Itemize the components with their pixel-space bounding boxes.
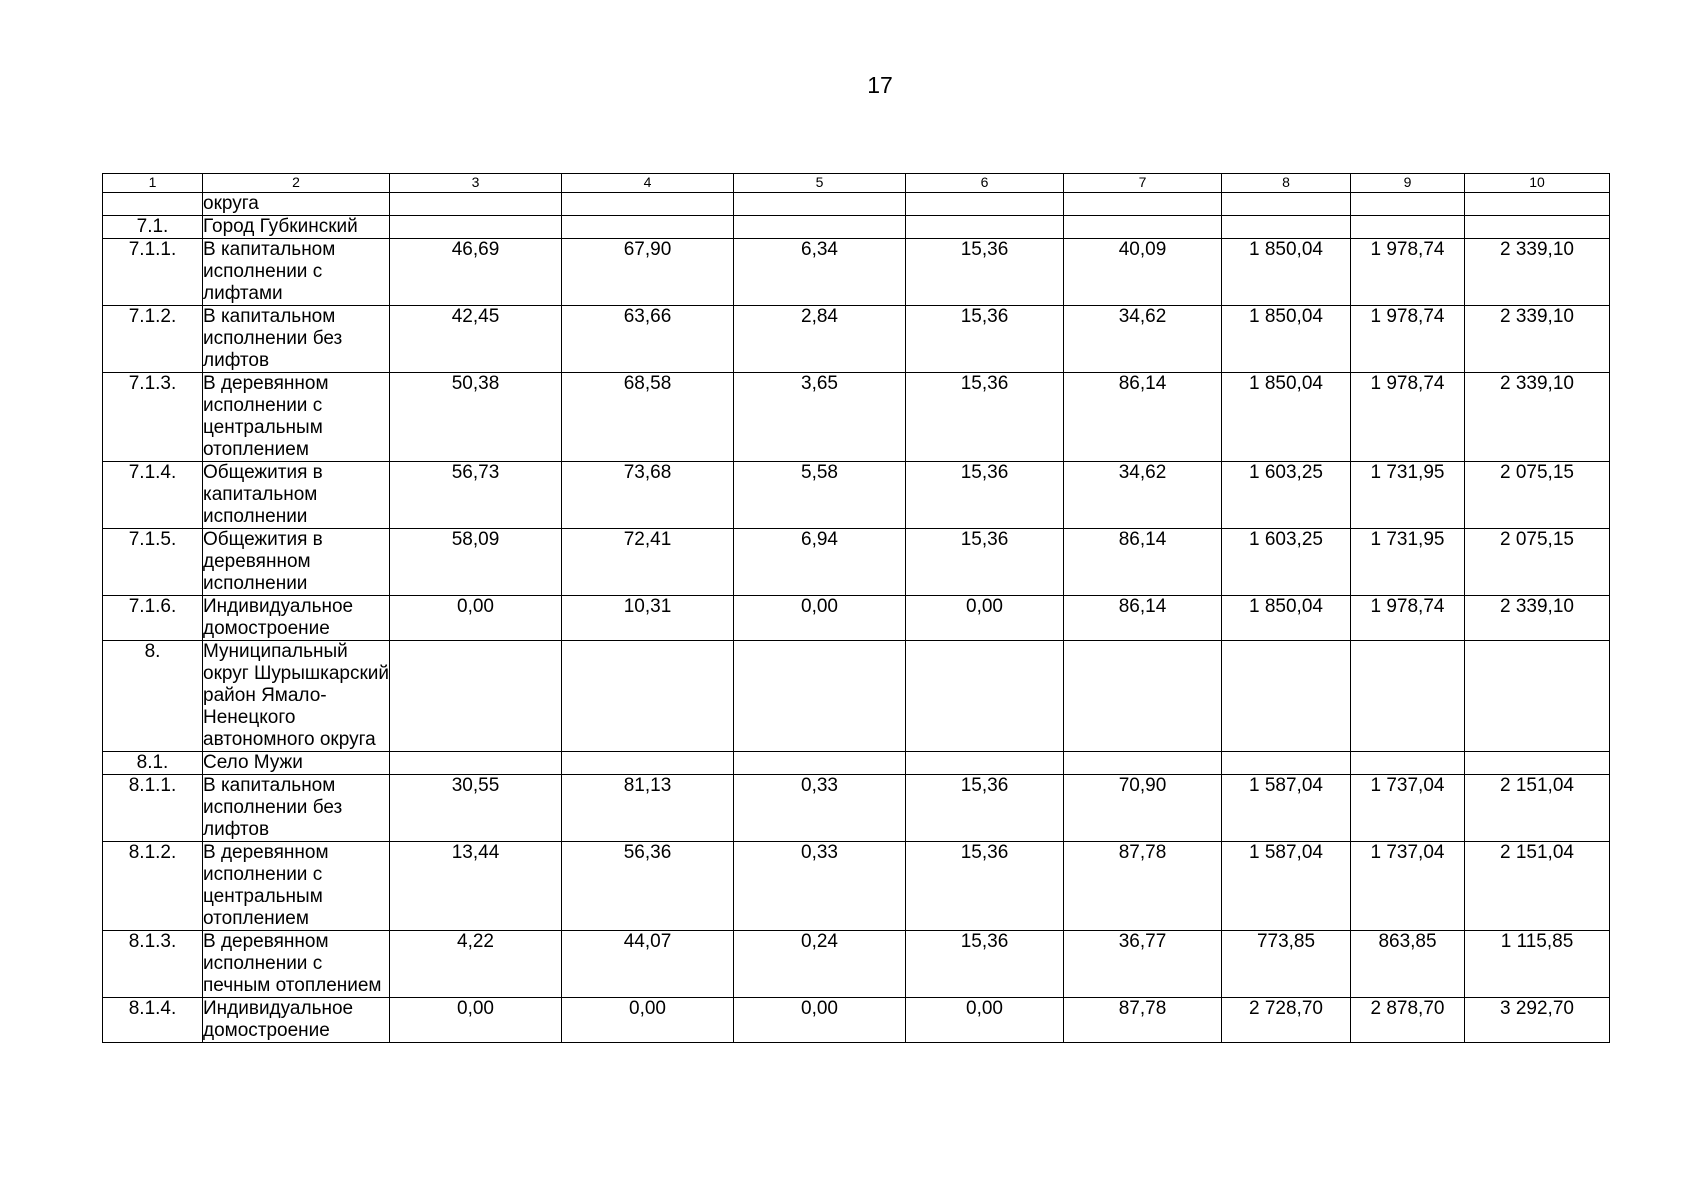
cell-value: 1 850,04 xyxy=(1222,239,1351,306)
cell-value: 0,33 xyxy=(734,842,906,931)
row-number: 8.1.2. xyxy=(103,842,203,931)
cell-value: 72,41 xyxy=(562,529,734,596)
row-name: Общежития в капитальном исполнении xyxy=(203,462,390,529)
cell-value: 1 115,85 xyxy=(1465,931,1610,998)
cell-value: 15,36 xyxy=(906,373,1064,462)
row-name: В деревянном исполнении с печным отоплением xyxy=(203,931,390,998)
cell-value: 0,00 xyxy=(906,998,1064,1043)
column-number-header xyxy=(103,174,1610,193)
table-row xyxy=(103,596,1610,641)
cell-value: 1 587,04 xyxy=(1222,842,1351,931)
cell-value: 1 978,74 xyxy=(1351,239,1465,306)
cell-value: 44,07 xyxy=(562,931,734,998)
cell-value: 15,36 xyxy=(906,931,1064,998)
cell-value: 0,33 xyxy=(734,775,906,842)
table-row xyxy=(103,216,1610,239)
column-number: 10 xyxy=(1465,174,1610,193)
cell-value: 87,78 xyxy=(1064,842,1222,931)
cell-value: 86,14 xyxy=(1064,596,1222,641)
row-name: Город Губкинский xyxy=(203,216,390,239)
cell-value: 0,00 xyxy=(906,596,1064,641)
cell-value: 0,00 xyxy=(562,998,734,1043)
cell-value: 4,22 xyxy=(390,931,562,998)
table-row xyxy=(103,641,1610,752)
cell-value: 1 978,74 xyxy=(1351,306,1465,373)
cell-value: 0,00 xyxy=(390,998,562,1043)
table-row xyxy=(103,306,1610,373)
cell-value: 56,73 xyxy=(390,462,562,529)
row-name: В деревянном исполнении с центральным отоплением xyxy=(203,373,390,462)
table-row xyxy=(103,752,1610,775)
row-name: Село Мужи xyxy=(203,752,390,775)
row-number: 7.1.5. xyxy=(103,529,203,596)
cell-value: 2 151,04 xyxy=(1465,775,1610,842)
cell-value: 2 075,15 xyxy=(1465,529,1610,596)
table-row xyxy=(103,842,1610,931)
cell-value: 34,62 xyxy=(1064,462,1222,529)
row-number: 7.1.6. xyxy=(103,596,203,641)
cell-value: 0,00 xyxy=(390,596,562,641)
cell-value: 15,36 xyxy=(906,775,1064,842)
cell-value: 1 587,04 xyxy=(1222,775,1351,842)
row-name: округа xyxy=(203,193,390,216)
cell-value: 773,85 xyxy=(1222,931,1351,998)
cell-value: 13,44 xyxy=(390,842,562,931)
cell-value: 2 151,04 xyxy=(1465,842,1610,931)
cell-value: 42,45 xyxy=(390,306,562,373)
cell-value: 15,36 xyxy=(906,842,1064,931)
cell-value: 15,36 xyxy=(906,239,1064,306)
cell-value: 73,68 xyxy=(562,462,734,529)
cell-value: 56,36 xyxy=(562,842,734,931)
cell-value: 6,94 xyxy=(734,529,906,596)
cell-value: 36,77 xyxy=(1064,931,1222,998)
cell-value: 2 878,70 xyxy=(1351,998,1465,1043)
cell-value: 2 339,10 xyxy=(1465,306,1610,373)
cell-value: 15,36 xyxy=(906,529,1064,596)
cell-value: 15,36 xyxy=(906,306,1064,373)
row-number: 7.1.3. xyxy=(103,373,203,462)
cell-value: 1 603,25 xyxy=(1222,529,1351,596)
row-number: 7.1.1. xyxy=(103,239,203,306)
cell-value: 863,85 xyxy=(1351,931,1465,998)
cell-value: 2 339,10 xyxy=(1465,373,1610,462)
cell-value: 70,90 xyxy=(1064,775,1222,842)
row-name: Индивидуальное домостроение xyxy=(203,998,390,1043)
table-row xyxy=(103,462,1610,529)
cell-value: 1 737,04 xyxy=(1351,842,1465,931)
row-number: 8.1.1. xyxy=(103,775,203,842)
cell-value: 0,00 xyxy=(734,998,906,1043)
table-row xyxy=(103,775,1610,842)
cell-value: 86,14 xyxy=(1064,529,1222,596)
column-number: 3 xyxy=(390,174,562,193)
column-number: 8 xyxy=(1222,174,1351,193)
cell-value: 1 978,74 xyxy=(1351,373,1465,462)
row-name: Общежития в деревянном исполнении xyxy=(203,529,390,596)
table-row xyxy=(103,239,1610,306)
cell-value: 1 850,04 xyxy=(1222,306,1351,373)
cell-value: 30,55 xyxy=(390,775,562,842)
cell-value: 2 339,10 xyxy=(1465,239,1610,306)
column-number: 7 xyxy=(1064,174,1222,193)
table-row xyxy=(103,529,1610,596)
row-number: 8.1. xyxy=(103,752,203,775)
cell-value: 2 339,10 xyxy=(1465,596,1610,641)
column-number: 4 xyxy=(562,174,734,193)
row-name: В капитальном исполнении с лифтами xyxy=(203,239,390,306)
cell-value: 87,78 xyxy=(1064,998,1222,1043)
column-number: 1 xyxy=(103,174,203,193)
row-number xyxy=(103,193,203,216)
cell-value: 34,62 xyxy=(1064,306,1222,373)
cell-value: 5,58 xyxy=(734,462,906,529)
row-name: В капитальном исполнении без лифтов xyxy=(203,306,390,373)
table-row xyxy=(103,931,1610,998)
row-number: 8.1.4. xyxy=(103,998,203,1043)
row-number: 8.1.3. xyxy=(103,931,203,998)
cell-value: 10,31 xyxy=(562,596,734,641)
table-row xyxy=(103,193,1610,216)
cell-value: 2 075,15 xyxy=(1465,462,1610,529)
column-number: 6 xyxy=(906,174,1064,193)
table-row xyxy=(103,998,1610,1043)
cell-value: 81,13 xyxy=(562,775,734,842)
cell-value: 68,58 xyxy=(562,373,734,462)
row-number: 7.1.4. xyxy=(103,462,203,529)
cell-value: 1 850,04 xyxy=(1222,596,1351,641)
cell-value: 46,69 xyxy=(390,239,562,306)
column-number: 9 xyxy=(1351,174,1465,193)
cell-value: 50,38 xyxy=(390,373,562,462)
cell-value: 3 292,70 xyxy=(1465,998,1610,1043)
row-number: 7.1. xyxy=(103,216,203,239)
cell-value: 2 728,70 xyxy=(1222,998,1351,1043)
cell-value: 0,00 xyxy=(734,596,906,641)
cell-value: 2,84 xyxy=(734,306,906,373)
column-number: 5 xyxy=(734,174,906,193)
tariff-table xyxy=(102,173,1610,1043)
cell-value: 1 731,95 xyxy=(1351,529,1465,596)
row-name: В капитальном исполнении без лифтов xyxy=(203,775,390,842)
cell-value: 58,09 xyxy=(390,529,562,596)
cell-value: 1 978,74 xyxy=(1351,596,1465,641)
row-name: В деревянном исполнении с центральным отоплением xyxy=(203,842,390,931)
row-name: Индивидуальное домостроение xyxy=(203,596,390,641)
cell-value: 0,24 xyxy=(734,931,906,998)
cell-value: 1 603,25 xyxy=(1222,462,1351,529)
cell-value: 40,09 xyxy=(1064,239,1222,306)
row-number: 7.1.2. xyxy=(103,306,203,373)
cell-value: 15,36 xyxy=(906,462,1064,529)
row-name: Муниципальный округ Шурышкарский район Ямало-Ненецкого автономного округа xyxy=(203,641,390,750)
cell-value: 63,66 xyxy=(562,306,734,373)
column-number: 2 xyxy=(203,174,390,193)
cell-value: 86,14 xyxy=(1064,373,1222,462)
row-number: 8. xyxy=(103,641,203,752)
table-row xyxy=(103,373,1610,462)
cell-value: 67,90 xyxy=(562,239,734,306)
page-number: 17 xyxy=(867,72,893,98)
cell-value: 6,34 xyxy=(734,239,906,306)
cell-value: 1 731,95 xyxy=(1351,462,1465,529)
cell-value: 3,65 xyxy=(734,373,906,462)
cell-value: 1 850,04 xyxy=(1222,373,1351,462)
cell-value: 1 737,04 xyxy=(1351,775,1465,842)
